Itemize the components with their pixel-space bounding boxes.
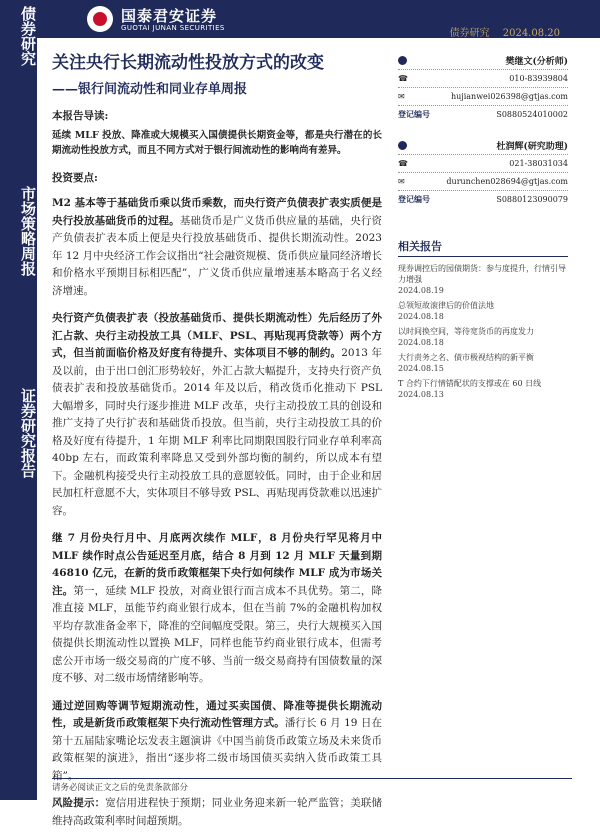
reg-number: S0880524010002 — [496, 110, 568, 119]
analyst-name: 杜润辉(研究助理) — [496, 142, 568, 152]
related-report-item[interactable]: T 合约下行情错配状的支撑或在 60 日线 2024.08.13 — [398, 379, 542, 399]
header-date: 2024.08.20 — [502, 28, 560, 39]
analyst-card — [398, 52, 568, 123]
brand-name-en: GUOTAI JUNAN SECURITIES — [121, 24, 225, 32]
brand-name: 国泰君安证券 — [121, 7, 218, 25]
paragraph: 通过逆回购等调节短期流动性，通过买卖国债、降准等提供长期流动性，或是新货币政策框架下央行流动性管理方式。潘行长 6 月 19 日在第十五届陆家嘴论坛发表主题演讲《中国当前货币政策立场及未来货币政策框架的演进》，指出“逐步将二级市场国债买卖纳入货币政策工具箱”。 — [52, 699, 382, 782]
reg-label: 登记编号 — [398, 109, 430, 119]
analyst-email[interactable]: durunchen028694@gtjas.com — [446, 177, 568, 186]
report-title: 关注央行长期流动性投放方式的改变 — [52, 53, 324, 73]
related-report-item[interactable]: 现券调控后的园债期货：参与度提升，行情引导力增强 2024.08.19 — [398, 264, 566, 295]
analyst-phone: 010-83939804 — [509, 74, 568, 83]
mail-icon: ✉ — [398, 177, 405, 186]
main-content — [52, 108, 382, 840]
reg-label: 登记编号 — [398, 194, 430, 204]
risk-warning: 风险提示：宽信用进程快于预期；同业业务迎来新一轮严监管；美联储维持高政策利率时间超预期。 — [52, 797, 382, 827]
right-column — [398, 52, 568, 404]
guide-text: 延续 MLF 投放、降准或大规模买入国债提供长期资金等，都是央行潜在的长期流动性投放方式，而且不同方式对于银行间流动性的影响尚有差异。 — [52, 129, 382, 156]
header-meta — [440, 24, 560, 39]
paragraph: 央行资产负债表扩表（投放基础货币、提供长期流动性）先后经历了外汇占款、央行主动投放工具（MLF、PSL、再贴现再贷款等）两个方式，但当前面临价格及好度有待提升、实体项目不够的制约。2013 年及以前，由于出口创汇形势较好，外汇占款大幅提升，支持央行资产负债表扩表和投放基础货币。2014 年及以后，稍改货币化推动下 PSL 大幅增多，同时央行逐步推进 MLF 改革，央行主动投放工具的创设和推广支持了央行扩表和基础货币投放。但当前，央行主动投放工具的价格及好度有待提升，1 年期 MLF 利率比同期限国股行同业存单利率高 40bp 左右，而政策利率降息又受到外部均衡的制约，所以成本有望下。金融机构接受央行主动投放工具的意愿较低。同时，由于企业和居民加杠杆意愿不大，实体项目不够导致 PSL、再贴现再贷款难以迅速扩容。 — [52, 312, 383, 517]
footer-divider — [52, 778, 572, 779]
header-category: 债券研究 — [449, 28, 490, 39]
related-report-item[interactable]: 总领短故滚律后的价值法地 2024.08.18 — [398, 301, 494, 321]
person-icon — [398, 141, 407, 150]
analyst-email[interactable]: hujianwei026398@gtjas.com — [450, 92, 568, 101]
analyst-card — [398, 137, 568, 208]
sidebar-label-report: 证券研究报告 — [19, 388, 37, 478]
header — [37, 0, 600, 38]
mail-icon: ✉ — [398, 92, 405, 101]
analyst-phone: 021-38031034 — [509, 159, 568, 168]
person-icon — [398, 56, 407, 65]
analyst-name: 樊继文(分析师) — [505, 57, 568, 67]
sidebar-label-bond-research: 债券研究 — [19, 6, 37, 66]
reg-number: S0880123090079 — [496, 195, 568, 204]
footer-disclaimer: 请务必阅读正文之后的免责条款部分 — [52, 783, 189, 793]
sidebar — [0, 0, 37, 800]
report-subtitle: ——银行间流动性和同业存单周报 — [52, 82, 248, 97]
phone-icon: ☎ — [398, 74, 408, 83]
phone-icon: ☎ — [398, 159, 408, 168]
logo-icon — [87, 6, 113, 32]
paragraph: M2 基本等于基础货币乘以货币乘数，而央行资产负债表扩表实质便是央行投放基础货币的过程。基础货币是广义货币供应量的基础，央行资产负债表扩表本质上便是央行投放基础货币、提供长期流动性。2023 年 12 月中央经济工作会议指出“社会融资规模、货币供应量同经济增长和价格水平预期目标相匹配”，广义货币供应量增速基本略高于名义经济增速。 — [52, 197, 383, 297]
keypoints-heading: 投资要点: — [52, 171, 98, 184]
paragraph: 继 7 月份央行月中、月底两次续作 MLF，8 月份央行罕见将月中 MLF 续作时点公告延迟至月底，结合 8 月到 12 月 MLF 天量到期 46810 亿元，在新的货币政策框架下央行如何续作 MLF 成为市场关注。第一，延续 MLF 投放，对商业银行而言成本不具优势。第二，降准直接 MLF，虽能节约商业银行成本，但在当前 7%的金融机构加权平均存款准备金率下，降准的空间幅度受限。第三，央行大规模买入国债提供长期流动性以置换 MLF，同样也能节约商业银行成本，但需考虑公开市场一级交易商的广度不够、当前一级交易商持有国债数量的深度不够、对二级市场情绪影响等。 — [52, 532, 383, 684]
related-reports-heading: 相关报告 — [398, 238, 568, 257]
related-report-item[interactable]: 大行责务之名、债市极视结构的新平衡 2024.08.15 — [398, 353, 534, 373]
sidebar-label-weekly: 市场策略周报 — [19, 186, 37, 276]
related-report-item[interactable]: 以时间换空间，等待宽货币的再度发力 2024.08.18 — [398, 327, 534, 347]
guide-heading: 本报告导读: — [52, 110, 109, 122]
